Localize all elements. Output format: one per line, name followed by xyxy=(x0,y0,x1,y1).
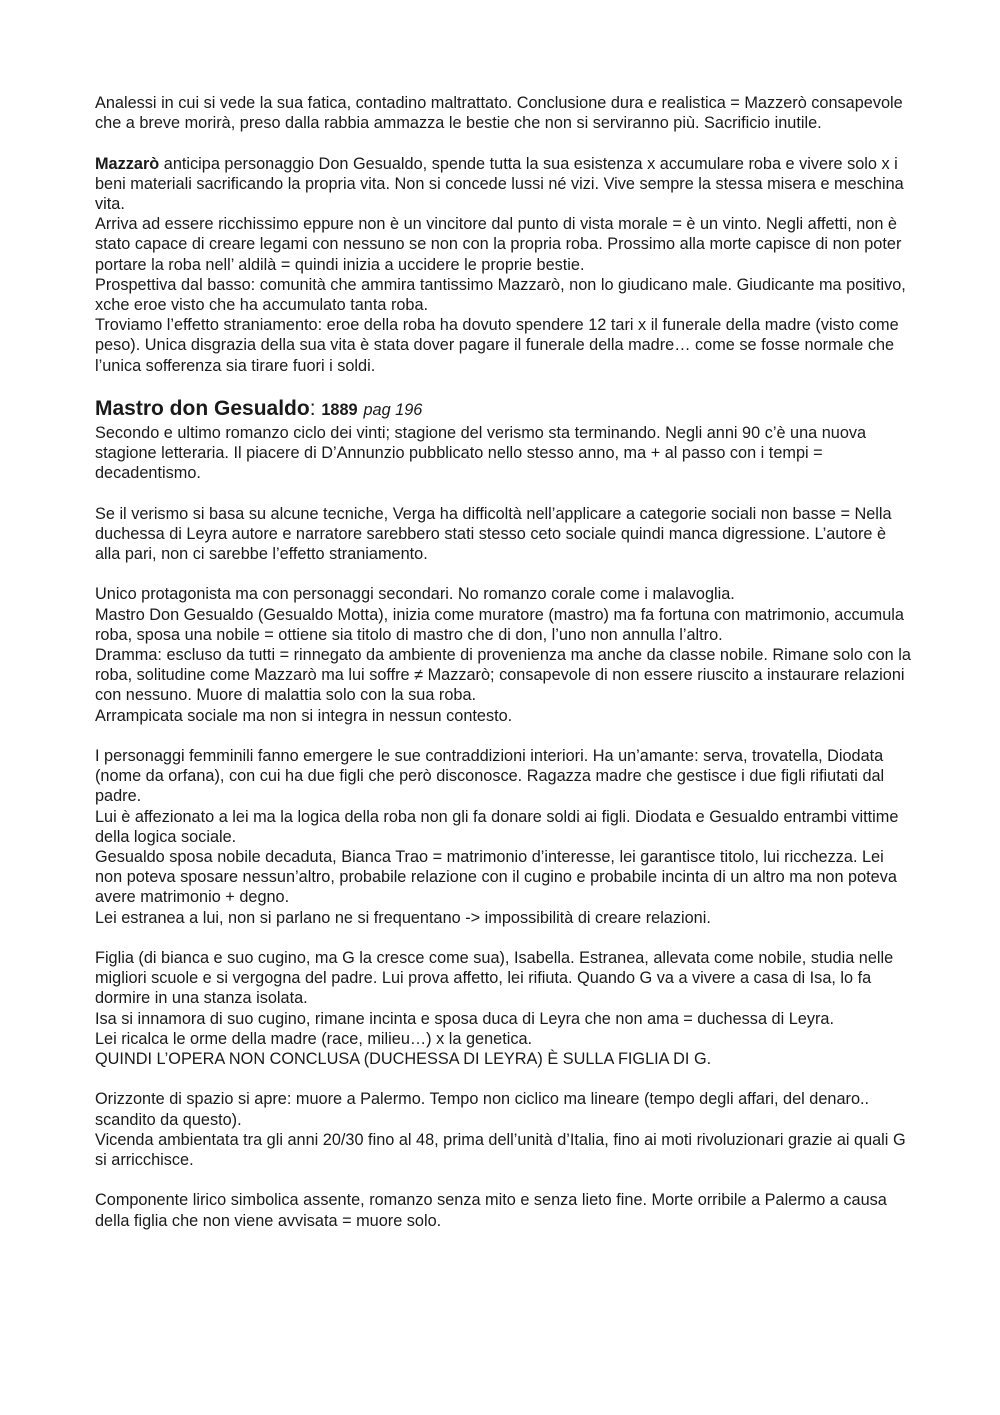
section-paragraph: Unico protagonista ma con personaggi secondari. No romanzo corale come i malavoglia. xyxy=(95,585,735,604)
intro-paragraph-analessi: Analessi in cui si vede la sua fatica, contadino maltrattato. Conclusione dura e realistica = Mazzerò consapevole che a breve morirà, preso dalla rabbia ammazza le bestie che non si serviranno più. Sacrificio inutile. xyxy=(95,94,903,133)
section-year: 1889 xyxy=(321,400,358,419)
paragraph-gap xyxy=(95,928,915,948)
mazzaro-bold-term: Mazzarò xyxy=(95,154,160,173)
section-paragraph: QUINDI L’OPERA NON CONCLUSA (DUCHESSA DI LEYRA) È SULLA FIGLIA DI G. xyxy=(95,1050,712,1069)
section-page-ref: pag 196 xyxy=(363,400,423,419)
section-title: Mastro don Gesualdo xyxy=(95,396,310,420)
paragraph-gap xyxy=(95,1069,915,1089)
intro-paragraph-straniamento: Troviamo l’effetto straniamento: eroe della roba ha dovuto spendere 12 tari x il funerale della madre (visto come peso). Unica disgrazia della sua vita è stata dover pagare il funerale della madre… come se fosse normale che l’unica sofferenza sia tirare fuori i soldi. xyxy=(95,316,899,375)
paragraph-gap xyxy=(95,1170,915,1190)
section-paragraph: Gesualdo sposa nobile decaduta, Bianca Trao = matrimonio d’interesse, lei garantisce titolo, lui ricchezza. Lei non poteva sposare nessun’altro, probabile relazione con il cugino e probabile incinta di un altro ma non poteva avere matrimonio + degno. xyxy=(95,848,897,907)
section-colon: : xyxy=(309,396,316,420)
section-paragraph: Vicenda ambientata tra gli anni 20/30 fino al 48, prima dell’unità d’Italia, fino ai moti rivoluzionari grazie ai quali G si arricchisce. xyxy=(95,1130,906,1170)
intro-paragraph-vinto: Arriva ad essere ricchissimo eppure non è un vincitore dal punto di vista morale = è un vinto. Negli affetti, non è stato capace di creare legami con nessuno se non con la propria roba. Prossimo alla morte capisce di non poter portare la roba nell’ aldilà = quindi inizia a uccidere le proprie bestie. xyxy=(95,215,902,274)
section-paragraph: Mastro Don Gesualdo (Gesualdo Motta), inizia come muratore (mastro) ma fa fortuna con matrimonio, accumula roba, sposa una nobile = ottiene sia titolo di mastro che di don, l’uno non annulla l’altro. xyxy=(95,605,904,644)
section-paragraph: Orizzonte di spazio si apre: muore a Palermo. Tempo non ciclico ma lineare (tempo degli affari, del denaro.. scandito da questo). xyxy=(95,1090,870,1129)
document-page xyxy=(95,93,915,1231)
section-paragraph: Isa si innamora di suo cugino, rimane incinta e sposa duca di Leyra che non ama = duchessa di Leyra. xyxy=(95,1009,834,1028)
paragraph-gap xyxy=(95,564,915,584)
section-heading xyxy=(95,396,915,423)
paragraph-gap xyxy=(95,133,915,153)
mazzaro-text: anticipa personaggio Don Gesualdo, spende tutta la sua esistenza x accumulare roba e vivere solo x i beni materiali sacrificando la propria vita. Non si concede lussi né vizi. Vive sempre la stessa misera e meschina vita. xyxy=(95,154,904,213)
section-paragraph: Lei estranea a lui, non si parlano ne si frequentano -> impossibilità di creare relazioni. xyxy=(95,908,711,927)
section-paragraph: Secondo e ultimo romanzo ciclo dei vinti; stagione del verismo sta terminando. Negli anni 90 c’è una nuova stagione letteraria. Il piacere di D’Annunzio pubblicato nello stesso anno, ma + al passo con i tempi = decadentismo. xyxy=(95,423,867,483)
section-paragraph: Componente lirico simbolica assente, romanzo senza mito e senza lieto fine. Morte orribile a Palermo a causa della figlia che non viene avvisata = muore solo. xyxy=(95,1191,887,1230)
section-paragraph: Se il verismo si basa su alcune tecniche, Verga ha difficoltà nell’applicare a categorie sociali non basse = Nella duchessa di Leyra autore e narratore sarebbero stati stesso ceto sociale quindi manca digressione. L’autore è alla pari, non ci sarebbe l’effetto straniamento. xyxy=(95,504,892,564)
section-paragraph: Lui è affezionato a lei ma la logica della roba non gli fa donare soldi ai figli. Diodata e Gesualdo entrambi vittime della logica sociale. xyxy=(95,807,899,846)
section-paragraph: Dramma: escluso da tutti = rinnegato da ambiente di provenienza ma anche da classe nobile. Rimane solo con la roba, solitudine come Mazzarò ma lui soffre ≠ Mazzarò; consapevole di non essere riuscito a instaurare relazioni con nessuno. Muore di malattia solo con la sua roba. xyxy=(95,646,911,705)
paragraph-gap xyxy=(95,726,915,746)
section-paragraph: Figlia (di bianca e suo cugino, ma G la cresce come sua), Isabella. Estranea, allevata come nobile, studia nelle migliori scuole e si vergogna del padre. Lui prova affetto, lei rifiuta. Quando G va a vivere a casa di Isa, lo fa dormire in una stanza isolata. xyxy=(95,949,894,1008)
paragraph-gap xyxy=(95,483,915,503)
section-paragraph: Lei ricalca le orme della madre (race, milieu…) x la genetica. xyxy=(95,1029,533,1048)
section-paragraph: I personaggi femminili fanno emergere le sue contraddizioni interiori. Ha un’amante: serva, trovatella, Diodata (nome da orfana), con cui ha due figli che però disconosce. Ragazza madre che gestisce i due figli rifiutati dal padre. xyxy=(95,747,885,806)
intro-paragraph-mazzaro xyxy=(95,154,915,215)
section-paragraph: Arrampicata sociale ma non si integra in nessun contesto. xyxy=(95,706,513,725)
intro-paragraph-prospettiva: Prospettiva dal basso: comunità che ammira tantissimo Mazzarò, non lo giudicano male. Giudicante ma positivo, xche eroe visto che ha accumulato tanta roba. xyxy=(95,275,906,315)
